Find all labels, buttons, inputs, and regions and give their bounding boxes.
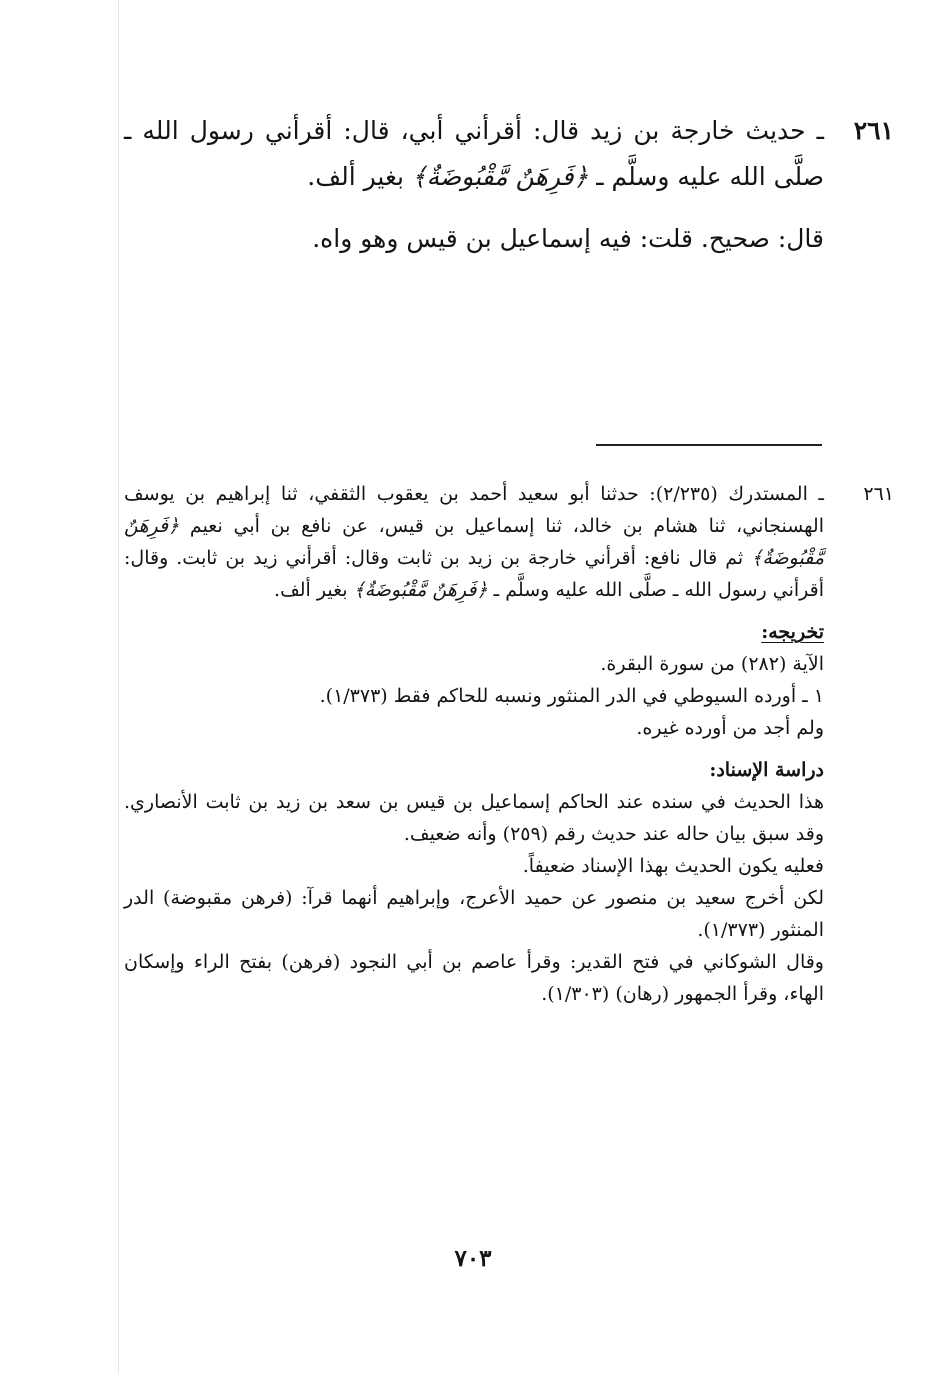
isnad-paragraph: لكن أخرج سعيد بن منصور عن حميد الأعرج، وإبراهيم أنهما قرآ: (فرهن مقبوضة) الدر المنثور (١/٣٧٣). (124, 887, 825, 941)
footnote-chain-2: ثم قال نافع: أقرأني خارجة بن زيد بن ثابت وقال: أقرأني زيد بن ثابت. وقال: أقرأني رسول الله ـ صلَّى الله عليه وسلَّم ـ (124, 547, 824, 601)
quran-quote: ﴿فَرِهَنٌ مَّقْبُوضَةٌ﴾ (124, 515, 824, 569)
takhrij-heading-text: تخريجه: (761, 621, 824, 643)
hadith-block (124, 108, 894, 262)
isnad-paragraph: فعليه يكون الحديث بهذا الإسناد ضعيفاً. (522, 855, 824, 877)
takhrij-line: ١ ـ أورده السيوطي في الدر المنثور ونسبه للحاكم فقط (١/٣٧٣). (319, 685, 824, 707)
footnote-source (124, 478, 824, 606)
hadith-number: ٢٦١ (853, 116, 894, 145)
footnote-number: ٢٦١ (863, 483, 894, 505)
scan-edge-line (118, 0, 119, 1373)
page-number: ٧٠٣ (454, 1245, 492, 1272)
quran-quote: ﴿فَرِهَنٌ مَّقْبُوضَةٌ﴾ (353, 579, 488, 601)
footnote-divider (596, 444, 822, 446)
takhrij-line: الآية (٢٨٢) من سورة البقرة. (600, 653, 824, 675)
quran-quote: ﴿فَرِهَنٌ مَّقْبُوضَةٌ﴾ (411, 162, 589, 191)
hadith-verdict: قال: صحيح. قلت: فيه إسماعيل بن قيس وهو واه. (312, 224, 824, 253)
takhrij-heading (124, 616, 824, 648)
hadith-text (124, 108, 824, 200)
footnote-block (124, 478, 894, 1010)
footnote-chain-3: بغير ألف. (274, 579, 348, 601)
footnote-chain-1: ـ المستدرك (٢/٢٣٥): حدثنا أبو سعيد أحمد بن يعقوب الثقفي، ثنا إبراهيم بن يوسف الهسنجاني، ثنا هشام بن خالد، ثنا إسماعيل بن قيس، عن نافع بن أبي نعيم (124, 483, 824, 537)
isnad-paragraph: وقال الشوكاني في فتح القدير: وقرأ عاصم بن أبي النجود (فرهن) بفتح الراء وإسكان الهاء، وقرأ الجمهور (رهان) (١/٣٠٣). (124, 951, 824, 1005)
hadith-text-part-1: ـ حديث خارجة بن زيد قال: أقرأني أبي، قال: أقرأني رسول الله ـ صلَّى الله عليه وسلَّم ـ (124, 116, 824, 191)
isnad-heading: دراسة الإسناد: (709, 759, 824, 781)
isnad-paragraph: هذا الحديث في سنده عند الحاكم إسماعيل بن قيس بن سعد بن زيد بن ثابت الأنصاري. وقد سبق بيان حاله عند حديث رقم (٢٥٩) وأنه ضعيف. (124, 791, 824, 845)
takhrij-line: ولم أجد من أورده غيره. (636, 717, 824, 739)
hadith-text-part-2: بغير ألف. (307, 162, 404, 191)
